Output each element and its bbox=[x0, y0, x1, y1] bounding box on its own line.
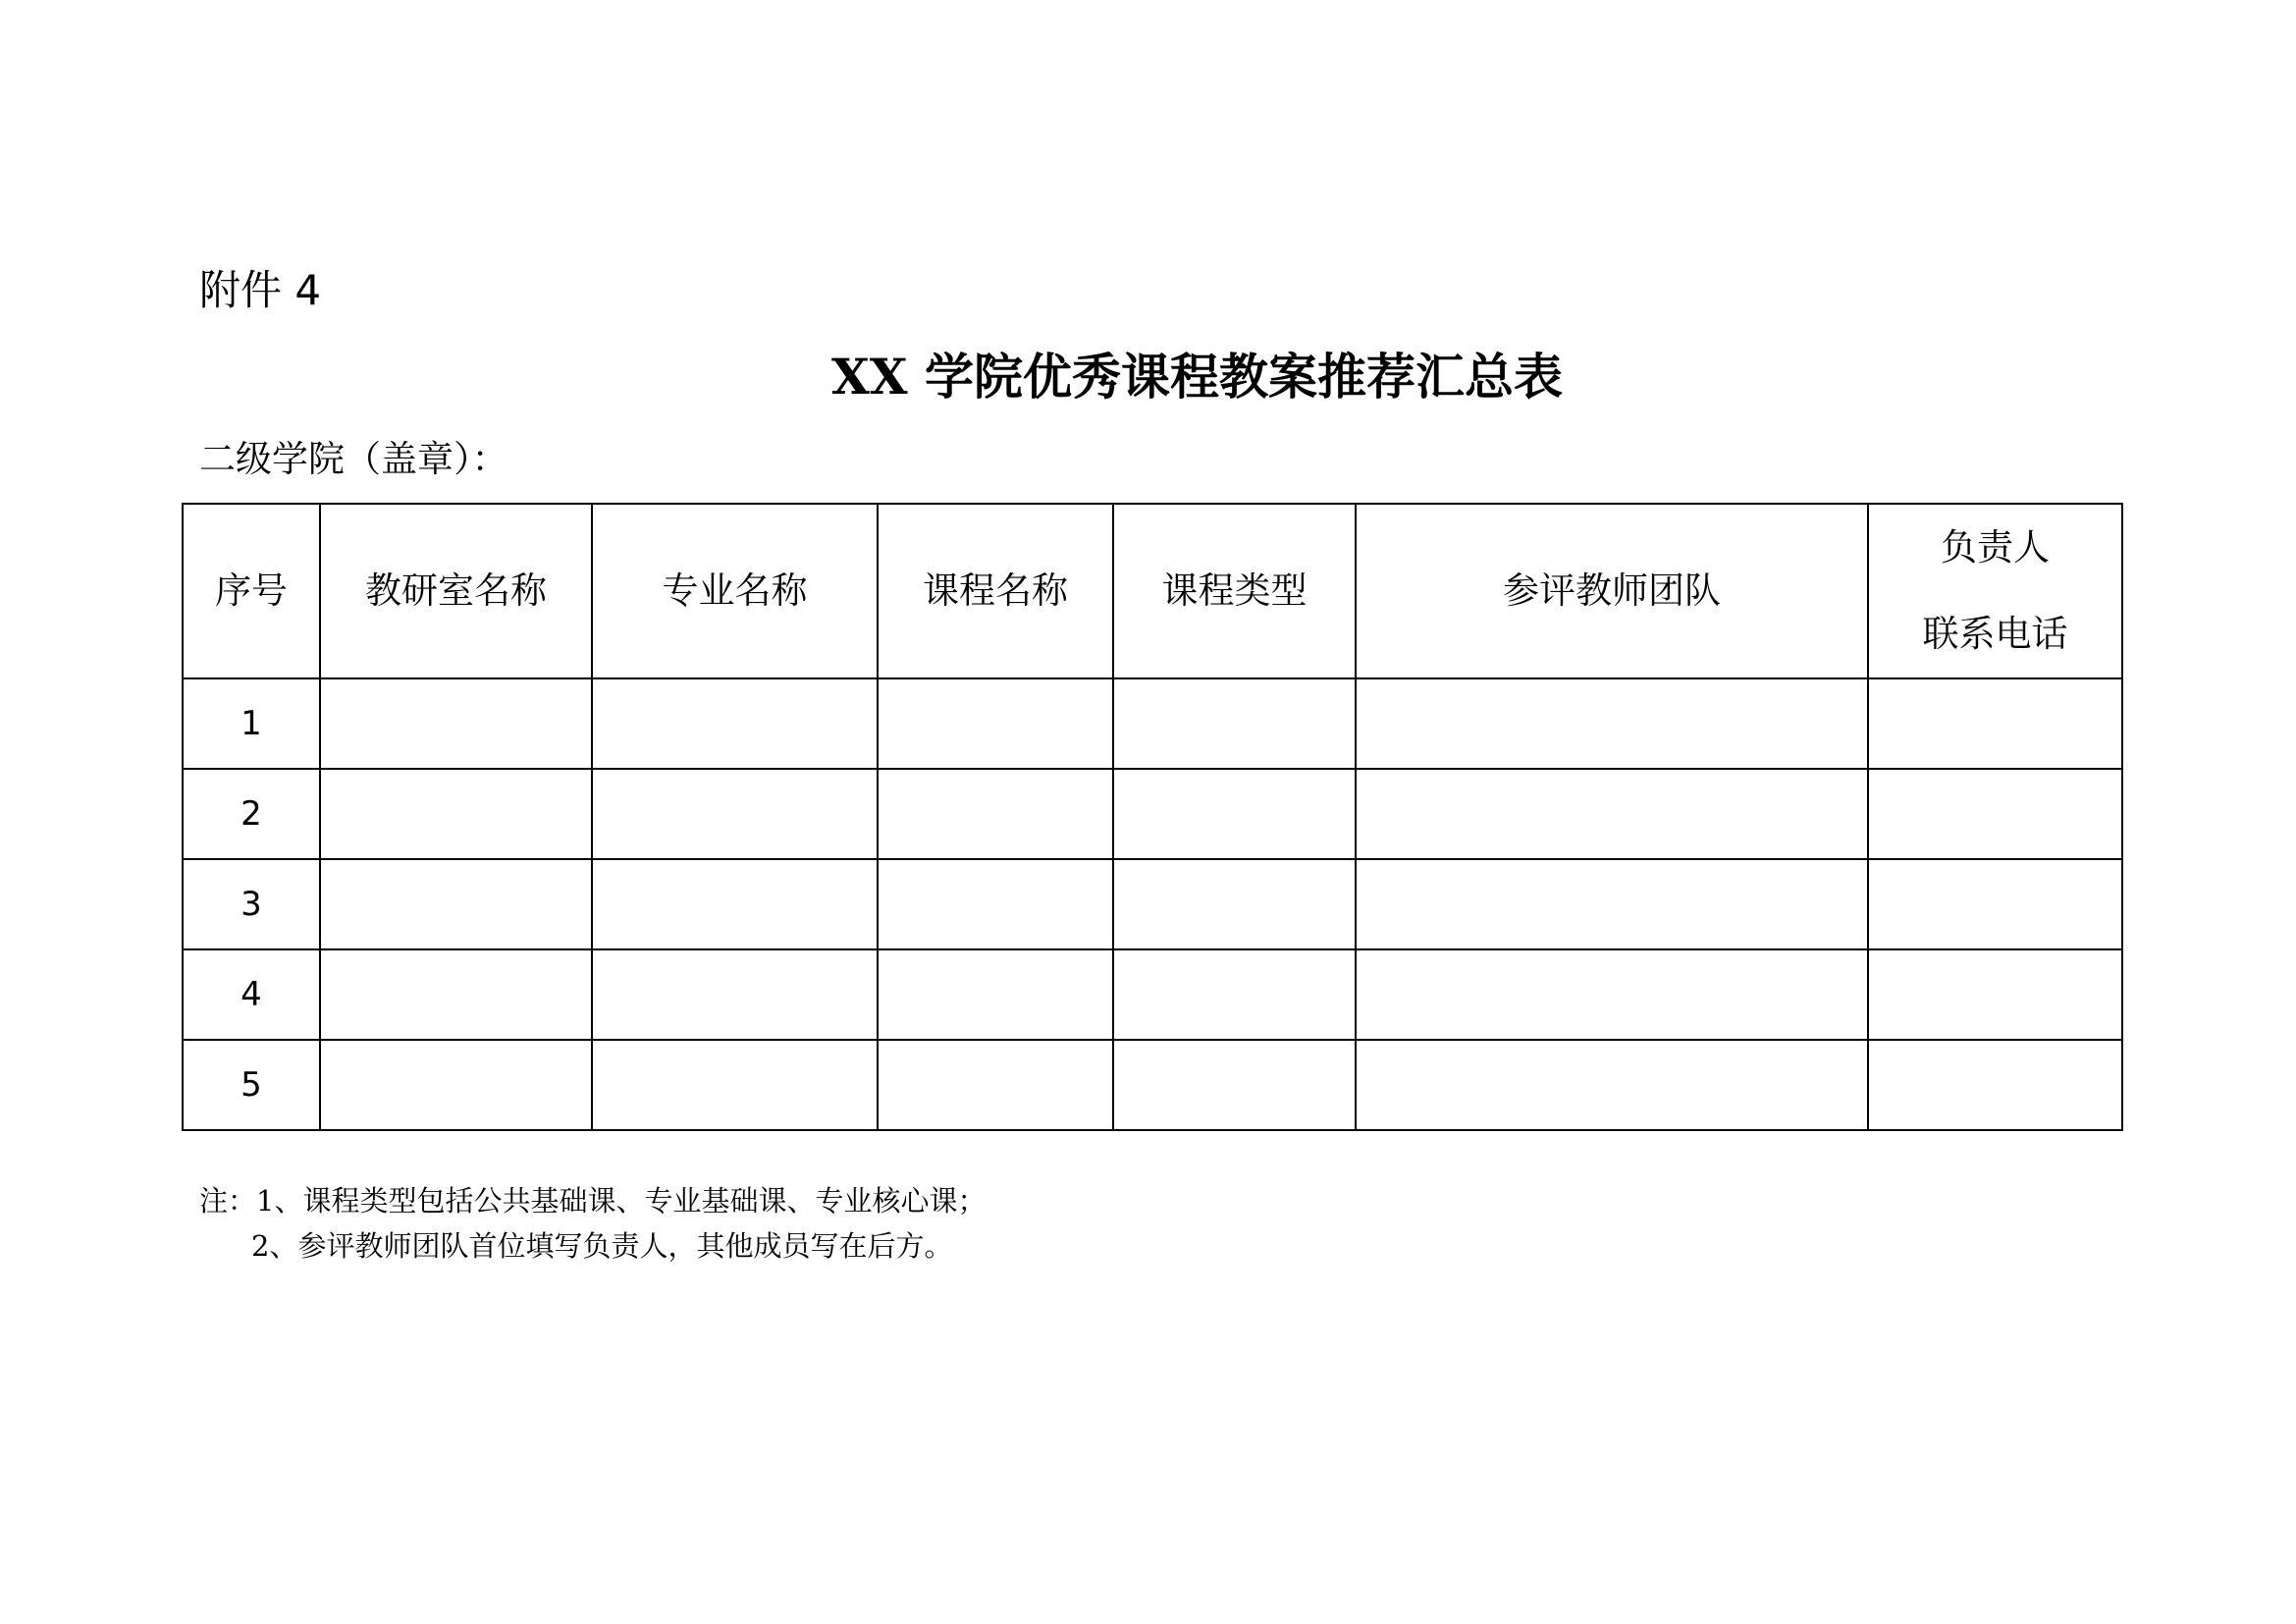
table-row bbox=[183, 859, 2122, 949]
header-seq: 序号 bbox=[183, 504, 320, 678]
cell-contact[interactable] bbox=[1868, 769, 2122, 859]
cell-contact[interactable] bbox=[1868, 678, 2122, 769]
cell-team[interactable] bbox=[1356, 949, 1868, 1040]
row-seq: 1 bbox=[183, 678, 320, 769]
table-header-row bbox=[183, 504, 2122, 678]
cell-course-name[interactable] bbox=[878, 678, 1113, 769]
cell-office[interactable] bbox=[320, 949, 592, 1040]
notes-block bbox=[199, 1178, 986, 1269]
cell-course-type[interactable] bbox=[1113, 859, 1356, 949]
attachment-label: 附件 4 bbox=[199, 266, 322, 314]
cell-contact[interactable] bbox=[1868, 949, 2122, 1040]
cell-course-type[interactable] bbox=[1113, 678, 1356, 769]
table-row bbox=[183, 769, 2122, 859]
cell-contact[interactable] bbox=[1868, 859, 2122, 949]
cell-course-name[interactable] bbox=[878, 859, 1113, 949]
cell-major[interactable] bbox=[592, 678, 878, 769]
header-office: 教研室名称 bbox=[320, 504, 592, 678]
note-line-2: 2、参评教师团队首位填写负责人，其他成员写在后方。 bbox=[251, 1229, 953, 1263]
cell-course-type[interactable] bbox=[1113, 769, 1356, 859]
header-major: 专业名称 bbox=[592, 504, 878, 678]
cell-course-name[interactable] bbox=[878, 949, 1113, 1040]
table-row bbox=[183, 678, 2122, 769]
cell-course-name[interactable] bbox=[878, 769, 1113, 859]
cell-course-name[interactable] bbox=[878, 1040, 1113, 1130]
header-team: 参评教师团队 bbox=[1356, 504, 1868, 678]
college-seal-line: 二级学院（盖章）： bbox=[199, 438, 508, 480]
cell-major[interactable] bbox=[592, 949, 878, 1040]
header-course-type: 课程类型 bbox=[1113, 504, 1356, 678]
cell-team[interactable] bbox=[1356, 769, 1868, 859]
note-line-1: 注：1、课程类型包括公共基础课、专业基础课、专业核心课； bbox=[199, 1184, 987, 1218]
document-title: XX 学院优秀课程教案推荐汇总表 bbox=[831, 348, 1563, 406]
cell-office[interactable] bbox=[320, 1040, 592, 1130]
cell-contact[interactable] bbox=[1868, 1040, 2122, 1130]
header-contact-line2: 联系电话 bbox=[1922, 613, 2068, 655]
cell-major[interactable] bbox=[592, 769, 878, 859]
header-course-name: 课程名称 bbox=[878, 504, 1113, 678]
cell-office[interactable] bbox=[320, 859, 592, 949]
cell-major[interactable] bbox=[592, 859, 878, 949]
cell-course-type[interactable] bbox=[1113, 949, 1356, 1040]
table-row bbox=[183, 1040, 2122, 1130]
recommendation-summary-table bbox=[182, 503, 2123, 1131]
row-seq: 5 bbox=[183, 1040, 320, 1130]
cell-office[interactable] bbox=[320, 678, 592, 769]
row-seq: 4 bbox=[183, 949, 320, 1040]
header-contact-line1: 负责人 bbox=[1941, 526, 2050, 568]
row-seq: 2 bbox=[183, 769, 320, 859]
cell-major[interactable] bbox=[592, 1040, 878, 1130]
cell-team[interactable] bbox=[1356, 1040, 1868, 1130]
header-contact bbox=[1868, 504, 2122, 678]
cell-office[interactable] bbox=[320, 769, 592, 859]
cell-course-type[interactable] bbox=[1113, 1040, 1356, 1130]
row-seq: 3 bbox=[183, 859, 320, 949]
table-row bbox=[183, 949, 2122, 1040]
cell-team[interactable] bbox=[1356, 859, 1868, 949]
cell-team[interactable] bbox=[1356, 678, 1868, 769]
